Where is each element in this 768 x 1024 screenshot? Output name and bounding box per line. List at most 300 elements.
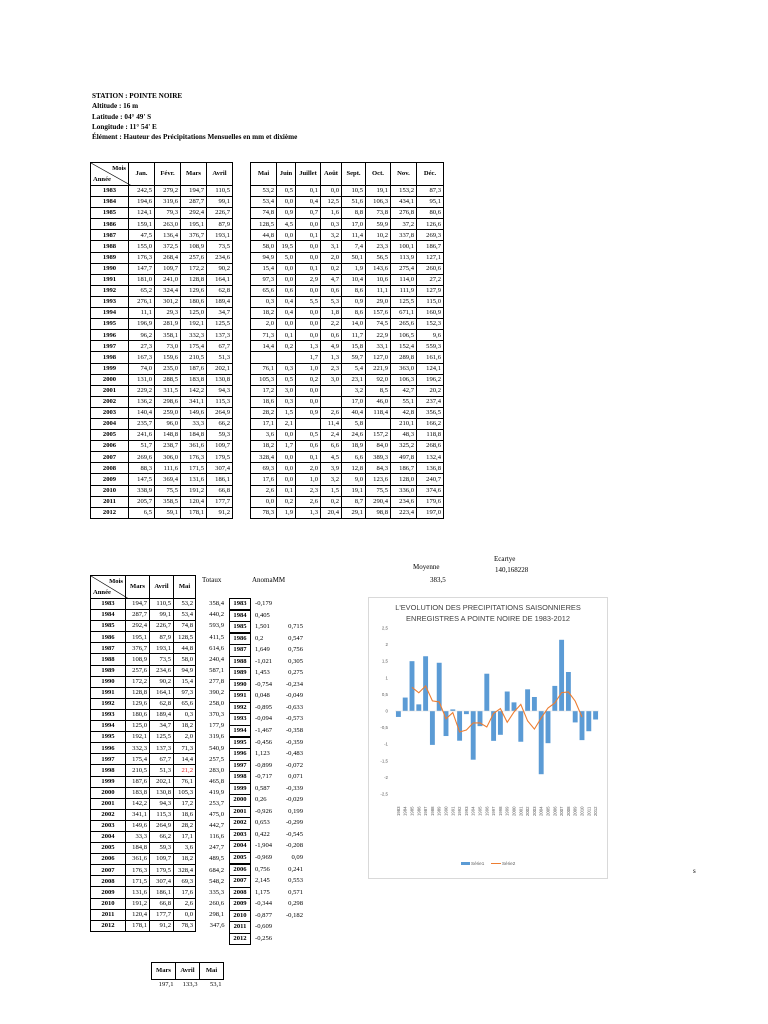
row-year: 2000 (91, 787, 126, 798)
column-header: Avril (176, 963, 200, 980)
table-row (91, 754, 227, 765)
table-cell: 67,7 (150, 754, 174, 765)
table-cell: 307,4 (150, 876, 174, 887)
table-cell: 24,6 (342, 430, 366, 441)
table-cell (321, 396, 342, 407)
bar (396, 711, 401, 717)
table-cell: 0,2 (277, 341, 296, 352)
anomaly-value: 1,123 (255, 750, 270, 758)
table-cell: 226,7 (207, 208, 233, 219)
table-cell: 147,5 (129, 474, 155, 485)
table-row (91, 463, 444, 474)
table-cell: 130,8 (150, 787, 174, 798)
table-cell: 389,3 (366, 452, 391, 463)
table-cell: 74,5 (366, 319, 391, 330)
row-year: 1998 (91, 352, 129, 363)
bar (484, 674, 489, 711)
table-cell: 11,1 (366, 285, 391, 296)
table-cell: 195,1 (181, 219, 207, 230)
table-cell: 56,5 (366, 252, 391, 263)
table-cell: 18,2 (251, 308, 277, 319)
table-row (91, 732, 227, 743)
y-tick-label: -1,5 (380, 758, 388, 764)
table-cell: 14,4 (174, 754, 196, 765)
table-cell: 11,7 (342, 330, 366, 341)
table-cell: 71,3 (251, 330, 277, 341)
table-cell: 73,5 (207, 241, 233, 252)
table-cell: 109,7 (207, 441, 233, 452)
seasonal-totals-table (90, 575, 227, 932)
table-cell: 5,8 (342, 418, 366, 429)
x-tick-label: 1994 (470, 806, 476, 816)
table-cell: 19,5 (277, 241, 296, 252)
table-row (91, 441, 444, 452)
anomaly-year: 2005 (229, 852, 251, 864)
column-gap (233, 208, 251, 219)
anomaly-value: 0,048 (255, 692, 270, 700)
table-row (91, 610, 227, 621)
table-cell: 0,7 (296, 208, 321, 219)
table-row (91, 208, 444, 219)
moving-average-value: -0,208 (285, 842, 303, 850)
table-cell: 27,2 (417, 274, 444, 285)
column-gap (233, 252, 251, 263)
table-cell: 189,4 (207, 296, 233, 307)
table-cell: 276,1 (129, 296, 155, 307)
table-cell: 234,6 (207, 252, 233, 263)
table-cell: 59,1 (155, 507, 181, 518)
table-row (91, 599, 227, 610)
table-cell: 100,1 (391, 241, 417, 252)
column-header: Jan. (129, 163, 155, 186)
table-row (91, 430, 444, 441)
monthly-precipitation-table (90, 162, 444, 519)
table-cell: 181,0 (129, 274, 155, 285)
column-gap (233, 496, 251, 507)
table-cell: 0,0 (277, 263, 296, 274)
table-cell: 0,2 (277, 496, 296, 507)
table-cell: 183,8 (126, 787, 150, 798)
table-cell: 341,1 (181, 396, 207, 407)
table-cell: 241,6 (129, 430, 155, 441)
table-cell: 2,3 (321, 363, 342, 374)
row-year: 2009 (91, 887, 126, 898)
table-cell: 180,6 (181, 296, 207, 307)
row-year: 1995 (91, 732, 126, 743)
table-cell: 94,9 (251, 252, 277, 263)
table-cell: 157,2 (366, 430, 391, 441)
column-gap (233, 163, 251, 186)
table-row (91, 385, 444, 396)
table-row (91, 363, 444, 374)
column-gap (233, 274, 251, 285)
table-cell: 202,1 (207, 363, 233, 374)
table-cell: 226,7 (150, 621, 174, 632)
table-cell: 153,2 (391, 186, 417, 197)
table-cell: 0,9 (342, 296, 366, 307)
moving-average-value: -0,483 (285, 750, 303, 758)
total-cell: 489,5 (209, 855, 224, 863)
y-tick-label: 0,5 (381, 691, 388, 697)
table-cell: 149,6 (126, 820, 150, 831)
column-header: Juin (277, 163, 296, 186)
table-corner-cell (91, 163, 129, 186)
table-cell: 87,3 (417, 186, 444, 197)
table-cell: 5,0 (277, 252, 296, 263)
row-year: 1984 (91, 610, 126, 621)
legend-swatch-serie2 (491, 863, 501, 864)
total-cell: 440,2 (209, 611, 224, 619)
table-cell: 0,2 (296, 374, 321, 385)
ecartype-label: Ecartye (494, 555, 516, 563)
table-cell: 53,2 (251, 186, 277, 197)
table-cell: 73,0 (155, 341, 181, 352)
table-cell: 372,5 (155, 241, 181, 252)
table-cell: 361,6 (126, 854, 150, 865)
total-cell: 548,2 (209, 877, 224, 885)
anomaly-year: 2002 (229, 817, 251, 829)
table-cell: 74,8 (251, 208, 277, 219)
column-gap (233, 296, 251, 307)
table-cell: 0,1 (296, 452, 321, 463)
table-cell: 9,6 (417, 330, 444, 341)
column-header: Sept. (342, 163, 366, 186)
anomaly-value: -0,926 (255, 807, 273, 815)
table-cell: 6,6 (321, 441, 342, 452)
table-row (91, 352, 444, 363)
table-cell: 268,4 (155, 252, 181, 263)
table-cell: 358,1 (155, 330, 181, 341)
moving-average-value: -0,339 (285, 784, 303, 792)
table-cell: 128,8 (126, 687, 150, 698)
total-cell: 298,1 (209, 910, 224, 918)
row-year: 1984 (91, 197, 129, 208)
table-cell: 194,6 (129, 197, 155, 208)
corner-label-month: Mois (109, 578, 123, 585)
table-cell: 53,4 (174, 610, 196, 621)
table-cell (296, 418, 321, 429)
table-row (91, 809, 227, 820)
table-cell: 110,5 (150, 599, 174, 610)
anomaly-year: 1990 (229, 679, 251, 691)
totaux-label: Totaux (202, 576, 222, 584)
table-row (91, 452, 444, 463)
table-cell: 6,6 (342, 452, 366, 463)
table-cell: 40,4 (342, 407, 366, 418)
table-cell: 269,3 (417, 230, 444, 241)
table-cell: 172,2 (126, 676, 150, 687)
table-cell: 238,7 (155, 441, 181, 452)
table-cell: 288,5 (155, 374, 181, 385)
column-gap (233, 319, 251, 330)
table-row (91, 474, 444, 485)
row-year: 1986 (91, 632, 126, 643)
table-cell: 29,3 (155, 308, 181, 319)
anomaly-value: -0,094 (255, 715, 273, 723)
table-row (91, 820, 227, 831)
table-cell: 131,0 (129, 374, 155, 385)
column-gap (233, 385, 251, 396)
table-cell: 192,1 (181, 319, 207, 330)
table-cell: 2,6 (251, 485, 277, 496)
bar (437, 663, 442, 711)
table-cell: 120,4 (181, 496, 207, 507)
table-cell: 186,7 (391, 463, 417, 474)
x-tick-label: 1995 (477, 806, 483, 816)
table-cell: 18,2 (174, 721, 196, 732)
anomaly-year: 2008 (229, 887, 251, 899)
row-year: 2008 (91, 463, 129, 474)
table-cell: 67,7 (207, 341, 233, 352)
table-cell: 11,1 (129, 308, 155, 319)
anomaly-year: 1993 (229, 713, 251, 725)
x-tick-label: 1997 (491, 806, 497, 816)
table-cell: 210,5 (126, 765, 150, 776)
bar (464, 711, 469, 714)
total-cell: 240,4 (209, 655, 224, 663)
table-cell: 29,0 (366, 296, 391, 307)
table-cell: 15,8 (342, 341, 366, 352)
row-year: 1987 (91, 230, 129, 241)
table-cell: 179,5 (150, 865, 174, 876)
table-cell: 279,2 (155, 186, 181, 197)
x-tick-label: 2002 (525, 806, 531, 816)
table-cell: 374,6 (417, 485, 444, 496)
table-row (91, 621, 227, 632)
total-cell: 475,0 (209, 811, 224, 819)
row-year: 2008 (91, 876, 126, 887)
table-cell: 140,4 (129, 407, 155, 418)
table-cell: 131,6 (181, 474, 207, 485)
table-cell: 0,1 (296, 230, 321, 241)
table-cell: 4,9 (321, 341, 342, 352)
anomaly-value: -1,904 (255, 842, 273, 850)
table-cell: 332,3 (181, 330, 207, 341)
table-cell: 197,1 (158, 981, 174, 989)
y-tick-label: 1,5 (381, 658, 388, 664)
total-cell: 419,9 (209, 788, 224, 796)
anomaly-value: -0,754 (255, 680, 273, 688)
total-cell: 390,2 (209, 689, 224, 697)
table-cell: 125,5 (150, 732, 174, 743)
row-year: 2004 (91, 831, 126, 842)
table-cell: 17,1 (174, 831, 196, 842)
table-cell: 105,3 (174, 787, 196, 798)
table-cell: 0,6 (296, 441, 321, 452)
table-cell: 74,8 (174, 621, 196, 632)
table-row (91, 765, 227, 776)
table-cell: 194,7 (181, 186, 207, 197)
table-cell: 111,6 (155, 463, 181, 474)
table-cell: 193,1 (150, 643, 174, 654)
table-cell: 17,6 (174, 887, 196, 898)
table-row (91, 496, 444, 507)
row-year: 2006 (91, 854, 126, 865)
row-year: 2002 (91, 396, 129, 407)
table-cell: 22,9 (366, 330, 391, 341)
table-cell: 124,1 (417, 363, 444, 374)
anomaly-value: 1,453 (255, 669, 270, 677)
anomaly-value: 0,587 (255, 784, 270, 792)
table-cell: 17,2 (251, 385, 277, 396)
table-cell: 120,4 (126, 909, 150, 920)
anomaly-value: -1,021 (255, 657, 273, 665)
stray-character: s (693, 867, 696, 875)
table-cell: 128,5 (174, 632, 196, 643)
column-header: Nov. (391, 163, 417, 186)
row-year: 2003 (91, 407, 129, 418)
table-cell: 4,5 (321, 452, 342, 463)
table-cell: 92,0 (366, 374, 391, 385)
table-row (91, 865, 227, 876)
table-cell: 71,3 (174, 743, 196, 754)
bar (532, 697, 537, 711)
table-cell: 0,4 (296, 197, 321, 208)
table-cell: 33,1 (366, 341, 391, 352)
table-cell: 2,6 (174, 898, 196, 909)
precipitation-chart (368, 597, 608, 879)
table-cell: 229,2 (129, 385, 155, 396)
table-cell: 48,3 (391, 430, 417, 441)
moving-average-value: -0,182 (285, 911, 303, 919)
table-cell: 0,0 (277, 474, 296, 485)
anomaly-year: 2003 (229, 829, 251, 841)
row-year: 1985 (91, 621, 126, 632)
table-cell: 115,0 (417, 296, 444, 307)
table-cell: 178,1 (126, 920, 150, 931)
column-gap (233, 396, 251, 407)
table-cell: 2,0 (251, 319, 277, 330)
table-cell: 111,9 (391, 285, 417, 296)
table-row (91, 285, 444, 296)
table-cell: 166,2 (417, 418, 444, 429)
table-cell: 10,2 (366, 230, 391, 241)
row-year: 1993 (91, 709, 126, 720)
table-row (91, 230, 444, 241)
table-cell: 0,6 (321, 285, 342, 296)
table-row (91, 308, 444, 319)
table-cell: 58,0 (174, 654, 196, 665)
bar (586, 711, 591, 731)
table-cell: 235,0 (155, 363, 181, 374)
row-year: 1991 (91, 687, 126, 698)
x-tick-label: 1984 (402, 806, 408, 816)
moving-average-value: 0,553 (288, 877, 303, 885)
table-cell: 237,4 (417, 396, 444, 407)
table-cell: 0,4 (277, 296, 296, 307)
y-tick-label: 1 (385, 675, 388, 681)
y-tick-label: 2 (385, 642, 388, 648)
x-tick-label: 2010 (579, 806, 585, 816)
table-cell: 133,3 (182, 981, 198, 989)
total-cell: 465,8 (209, 777, 224, 785)
row-year: 2009 (91, 474, 129, 485)
table-cell: 113,9 (391, 252, 417, 263)
row-year: 1993 (91, 296, 129, 307)
table-cell: 110,5 (207, 186, 233, 197)
table-cell: 76,1 (251, 363, 277, 374)
table-cell: 15,4 (251, 263, 277, 274)
table-cell: 66,2 (150, 831, 174, 842)
table-cell: 175,4 (181, 341, 207, 352)
moving-average-value: -0,049 (285, 692, 303, 700)
table-cell: 148,8 (155, 430, 181, 441)
corner-label-year: Année (93, 588, 111, 596)
table-row (91, 252, 444, 263)
table-cell: 124,1 (129, 208, 155, 219)
table-cell: 264,9 (207, 407, 233, 418)
table-cell: 3,2 (342, 385, 366, 396)
table-cell: 292,4 (126, 621, 150, 632)
row-year: 2005 (91, 843, 126, 854)
table-cell: 115,3 (150, 809, 174, 820)
table-cell: 6,5 (129, 507, 155, 518)
table-cell: 96,2 (129, 330, 155, 341)
row-year: 1999 (91, 776, 126, 787)
table-cell: 2,2 (321, 319, 342, 330)
table-cell: 129,6 (126, 698, 150, 709)
table-cell: 37,2 (391, 219, 417, 230)
table-cell: 0,0 (277, 319, 296, 330)
column-gap (233, 507, 251, 518)
table-cell: 376,7 (126, 643, 150, 654)
table-cell: 87,9 (150, 632, 174, 643)
table-cell: 263,0 (155, 219, 181, 230)
y-tick-label: -0,5 (380, 725, 388, 731)
total-cell: 116,6 (209, 833, 224, 841)
table-cell: 88,3 (129, 463, 155, 474)
table-cell: 193,1 (207, 230, 233, 241)
table-cell: 319,6 (155, 197, 181, 208)
table-cell: 301,2 (155, 296, 181, 307)
corner-label-month: Mois (112, 165, 126, 172)
table-cell: 223,4 (391, 507, 417, 518)
table-cell: 341,1 (126, 809, 150, 820)
moving-average-value: -0,234 (285, 680, 303, 688)
column-gap (233, 263, 251, 274)
row-year: 1990 (91, 263, 129, 274)
bar (430, 711, 435, 745)
row-year: 2010 (91, 485, 129, 496)
table-cell: 358,5 (155, 496, 181, 507)
table-cell: 240,7 (417, 474, 444, 485)
anomaly-value: -0,456 (255, 738, 273, 746)
table-cell: 186,1 (150, 887, 174, 898)
column-gap (233, 418, 251, 429)
x-tick-label: 1999 (504, 806, 510, 816)
column-gap (233, 363, 251, 374)
table-cell: 0,9 (296, 407, 321, 418)
moving-average-value: -0,633 (285, 703, 303, 711)
table-cell: 0,0 (296, 308, 321, 319)
table-header-row (91, 576, 227, 599)
table-cell: 2,3 (296, 485, 321, 496)
table-cell: 0,0 (296, 285, 321, 296)
table-cell: 0,1 (296, 263, 321, 274)
table-cell: 66,8 (207, 485, 233, 496)
table-cell: 118,8 (417, 430, 444, 441)
table-cell: 59,9 (366, 219, 391, 230)
table-cell: 0,2 (321, 263, 342, 274)
table-cell: 5,5 (296, 296, 321, 307)
table-cell: 434,1 (391, 197, 417, 208)
table-cell: 91,2 (150, 920, 174, 931)
table-cell: 11,4 (321, 418, 342, 429)
table-cell: 28,2 (174, 820, 196, 831)
table-cell: 157,6 (366, 308, 391, 319)
table-cell: 187,6 (181, 363, 207, 374)
table-cell: 0,3 (277, 363, 296, 374)
